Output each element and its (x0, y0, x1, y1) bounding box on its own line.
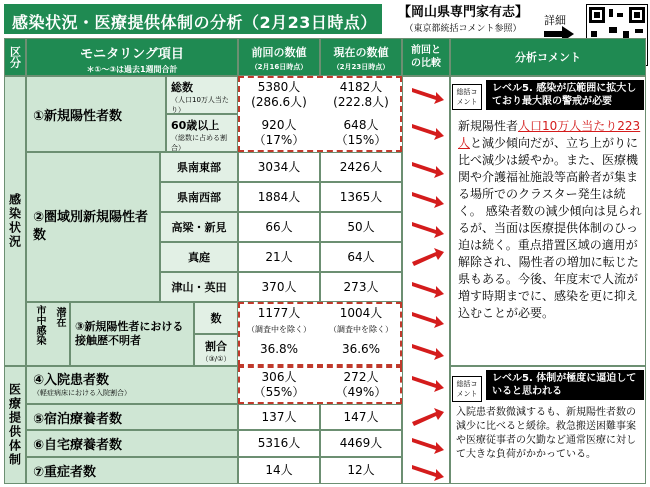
source-label (388, 4, 538, 38)
row1-prev1 (238, 80, 320, 110)
section-infection: 感染状況 (4, 76, 26, 366)
row1-curr1 (320, 80, 402, 110)
row1-curr2-sub: （15%） (335, 133, 387, 147)
arrow-down-icon (408, 340, 446, 362)
arrow-down-icon (408, 84, 446, 106)
row4-label: ④入院患者数 (33, 373, 110, 388)
row3-curr1 (320, 306, 402, 337)
detail-link[interactable]: 詳細 (544, 14, 566, 27)
row3-city-label: 市中感染 (34, 305, 45, 345)
arrow-up-icon (408, 248, 446, 270)
row3-latent-label: 潜在 (54, 307, 65, 327)
comment-tag-1: 総括コメント (452, 84, 482, 110)
row1-prev2-sub: （17%） (253, 133, 305, 147)
page-title: 感染状況・医療提供体制の分析（2月23日時点） (4, 4, 382, 34)
arrow-down-icon (408, 218, 446, 240)
comment-infection-red: 人口10万人当たり223人 (458, 119, 641, 150)
row2-area-name: 真庭 (160, 242, 238, 272)
row4-note: （軽症病床における入院割合） (33, 389, 131, 397)
row2-area-name: 県南西部 (160, 182, 238, 212)
row1-sub1-label: 総数 (171, 81, 193, 94)
row1-prev1-sub: (286.6人) (251, 95, 307, 109)
row3-label: ③新規陽性者における接触歴不明者 (70, 302, 194, 366)
row3-sub2-note: （③/①） (201, 355, 231, 363)
row4-prev (238, 370, 320, 400)
header-item-label: モニタリング項目 (80, 47, 184, 62)
row2-area-prev: 66人 (238, 212, 320, 242)
row4-curr (320, 370, 402, 400)
header-item (26, 38, 238, 76)
row2-area-curr: 2426人 (320, 152, 402, 182)
row3-sub2-label: 割合 (205, 340, 227, 353)
row3-prev1 (238, 306, 320, 337)
row1-curr2-value: 648人 (343, 118, 379, 132)
comment-infection-level: レベル5. 感染が広範囲に拡大しており最大限の警戒が必要 (486, 80, 644, 110)
row2-label: ②圏域別新規陽性者数 (26, 152, 160, 302)
row7-prev: 14人 (238, 457, 320, 484)
header-curr-label: 現在の数値 (333, 46, 389, 59)
header-curr-date: （2月23日時点） (332, 63, 390, 71)
comment-tag-2: 総括コメント (452, 376, 482, 402)
row3-curr1-note: （調査中を除く） (329, 325, 393, 334)
row3-curr2: 36.6% (341, 342, 381, 356)
header-prev (238, 38, 320, 76)
row2-area-prev: 21人 (238, 242, 320, 272)
row4-prev-sub: （55%） (253, 385, 305, 399)
arrow-down-icon (408, 372, 446, 394)
section-medical: 医療提供体制 (4, 366, 26, 484)
arrow-down-icon (408, 188, 446, 210)
row2-area-name: 高梁・新見 (160, 212, 238, 242)
row2-area-prev: 370人 (238, 272, 320, 302)
header-compare: 前回との比較 (402, 38, 450, 76)
arrow-down-icon (408, 158, 446, 180)
comment-infection-post: と減少傾向だが、立ち上がりに比べ減少は緩やか。また、医療機関や介護福祉施設等高齢者が集まる場所でのクラスター発生は続く。 感染者数の減少傾向は見られるが、当面は医療提供体制のひっ迫は続く。重点措置区域の適用が解除され、陽性者の増加に転じた県もある。今後、年度末で人流が増す時期までに、感染を更に抑え込むことが必要。 (458, 136, 642, 320)
row2-area-prev: 1884人 (238, 182, 320, 212)
arrow-down-icon (408, 461, 446, 483)
header-prev-label: 前回の数値 (251, 46, 307, 59)
arrow-down-icon (408, 120, 446, 142)
row1-sub2 (166, 114, 238, 152)
arrow-up-icon (408, 408, 446, 430)
header-item-note: ＊①～③は過去1週間合計 (86, 65, 178, 74)
row3-sub1: 数 (194, 302, 238, 334)
arrow-down-icon (408, 434, 446, 456)
row6-curr: 4469人 (320, 430, 402, 457)
header-comment: 分析コメント (450, 38, 646, 76)
row5-label: ⑤宿泊療養者数 (26, 404, 238, 430)
row3-city-box (26, 302, 70, 366)
row1-curr2 (320, 118, 402, 148)
row2-area-prev: 3034人 (238, 152, 320, 182)
row7-label: ⑦重症者数 (26, 457, 238, 484)
row1-curr1-sub: (222.8人) (333, 95, 389, 109)
row2-area-curr: 273人 (320, 272, 402, 302)
row1-sub2-note: （総数に占める割合） (171, 134, 227, 152)
comment-medical-level: レベル5. 体制が極度に逼迫していると思われる (486, 370, 644, 400)
row1-sub1 (166, 76, 238, 114)
row5-prev: 137人 (238, 404, 320, 430)
comment-medical-text: 入院患者数微減するも、新規陽性者数の減少に比べると緩徐。救急搬送困難事案や医療従事者の欠勤など通常医療に対して大きな負荷がかかっている。 (456, 407, 636, 460)
row2-area-curr: 1365人 (320, 182, 402, 212)
row2-area-name: 県南東部 (160, 152, 238, 182)
row1-prev2-value: 920人 (261, 118, 297, 132)
row1-label: ①新規陽性者数 (26, 76, 166, 152)
row3-sub2 (194, 334, 238, 366)
row6-label: ⑥自宅療養者数 (26, 430, 238, 457)
row1-prev1-value: 5380人 (257, 80, 301, 94)
row4-curr-sub: （49%） (335, 385, 387, 399)
row6-prev: 5316人 (238, 430, 320, 457)
row1-sub1-note: （人口10万人当たり） (171, 96, 229, 114)
row2-area-name: 津山・英田 (160, 272, 238, 302)
row2-area-curr: 50人 (320, 212, 402, 242)
row4-curr-value: 272人 (343, 370, 379, 384)
row4-prev-value: 306人 (261, 370, 297, 384)
source-line1: 【岡山県専門家有志】 (397, 5, 528, 20)
row2-area-curr: 64人 (320, 242, 402, 272)
comment-infection-text (458, 118, 642, 322)
row7-curr: 12人 (320, 457, 402, 484)
row3-prev1-note: （調査中を除く） (247, 325, 311, 334)
arrow-down-icon (408, 308, 446, 330)
row4-label-box (26, 366, 238, 404)
row5-curr: 147人 (320, 404, 402, 430)
row1-prev2 (238, 118, 320, 148)
arrow-down-icon (408, 278, 446, 300)
header-category: 区分 (4, 38, 26, 76)
row3-curr1-value: 1004人 (339, 306, 383, 320)
row1-sub2-label: 60歳以上 (171, 119, 220, 132)
row3-prev1-value: 1177人 (257, 306, 301, 320)
row3-prev2: 36.8% (259, 342, 299, 356)
comment-infection-pre: 新規陽性者 (458, 119, 519, 133)
header-curr (320, 38, 402, 76)
header-prev-date: （2月16日時点） (250, 63, 308, 71)
source-line2: （東京都統括コメント参照） (404, 24, 522, 34)
row1-curr1-value: 4182人 (339, 80, 383, 94)
